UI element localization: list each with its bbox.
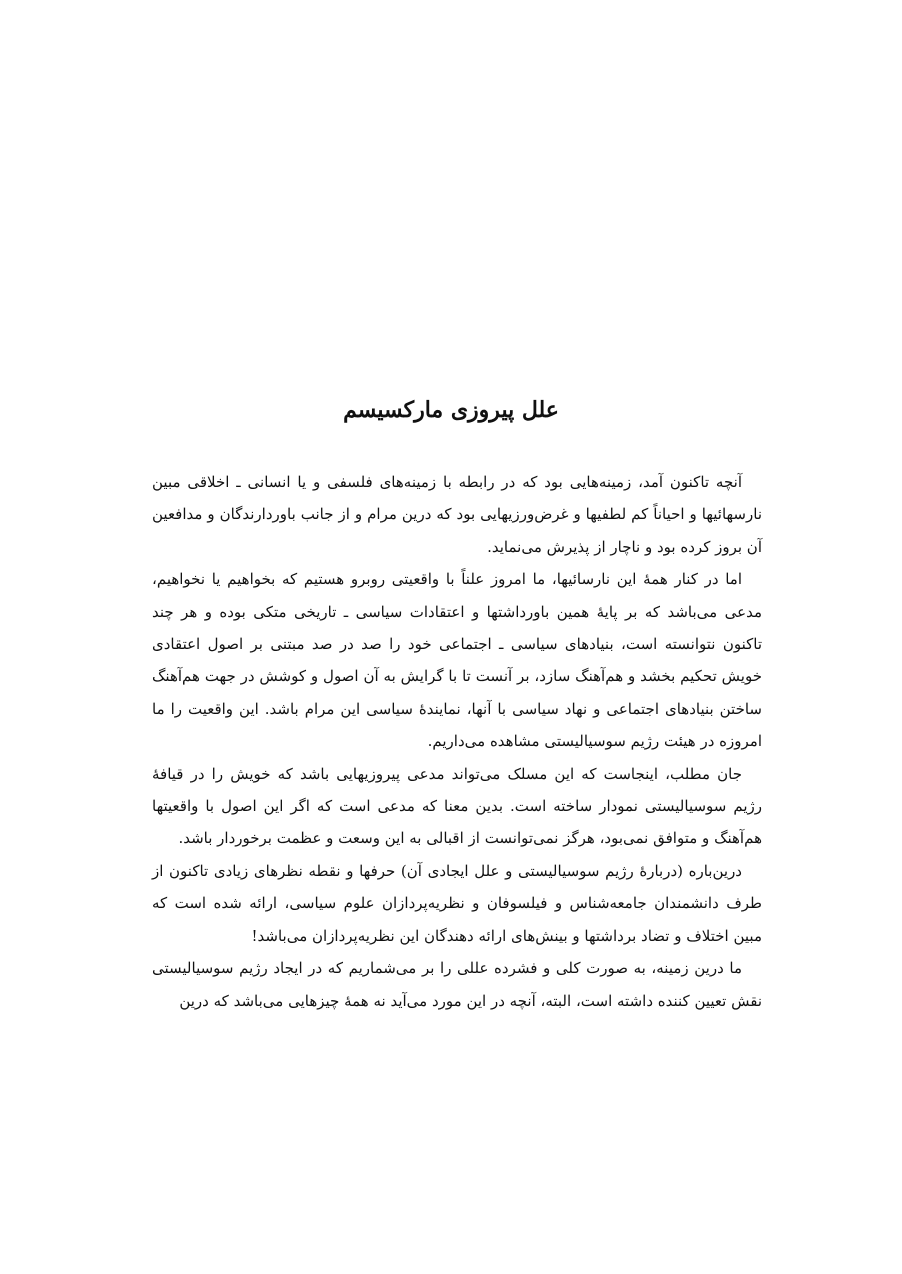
paragraph: آنچه تاکنون آمد، زمینه‌هایی بود که در رابطه با زمینه‌های فلسفی و یا انسانی ـ اخلاقی مبین نارسهائیها و احیاناً کم لطفیها و غرض‌ورزیهایی بود که درین مرام و از جانب باوردارندگان و مدافعین آن بروز کرده بود و ناچار از پذیرش می‌نماید.: [152, 473, 762, 556]
paragraph: درین‌باره (دربارهٔ رژیم سوسیالیستی و علل ایجادی آن) حرفها و نقطه نظرهای زیادی تاکنون از طرف دانشمندان جامعه‌شناس و فیلسوفان و نظریه‌پردازان علوم سیاسی، ارائه شده است که مبین اختلاف و تضاد برداشتها و بینش‌های ارائه دهندگان این نظریه‌پردازان می‌باشد!: [152, 861, 762, 945]
paragraph: اما در کنار همهٔ این نارسائیها، ما امروز علناً با واقعیتی روبرو هستیم که بخواهیم یا نخواهیم، مدعی می‌باشد که بر پایهٔ همین باورداشتها و اعتقادات سیاسی ـ تاریخی متکی بوده و هر چند تاکنون نتوانسته است، بنیادهای سیاسی ـ اجتماعی خود را صد در صد مبتنی بر اصول اعتقادی خویش تحکیم بخشد و هم‌آهنگ سازد، بر آنست تا با گرایش به آن اصول و کوشش در جهت هم‌آهنگ ساختن بنیادهای اجتماعی و نهاد سیاسی با آنها، نمایندهٔ سیاسی این مرام باشد. این واقعیت را ما امروزه در هیئت رژیم سوسیالیستی مشاهده می‌داریم.: [152, 570, 762, 751]
body-text: [152, 466, 762, 1017]
paragraph: ما درین زمینه، به صورت کلی و فشرده عللی را بر می‌شماریم که در ایجاد رژیم سوسیالیستی نقش تعیین کننده داشته است، البته، آنچه در این مورد می‌آید نه همهٔ چیزهایی می‌باشد که درین: [152, 959, 762, 1010]
chapter-title: علل پیروزی مارکسیسم: [343, 397, 559, 423]
paragraph: جان مطلب، اینجاست که این مسلک می‌تواند مدعی پیروزیهایی باشد که خویش را در قیافهٔ رژیم سوسیالیستی نمودار ساخته است. بدین معنا که مدعی است که اگر این اصول با واقعیتها هم‌آهنگ و متوافق نمی‌بود، هرگز نمی‌توانست از اقبالی به این وسعت و عظمت برخوردار باشد.: [152, 764, 762, 848]
